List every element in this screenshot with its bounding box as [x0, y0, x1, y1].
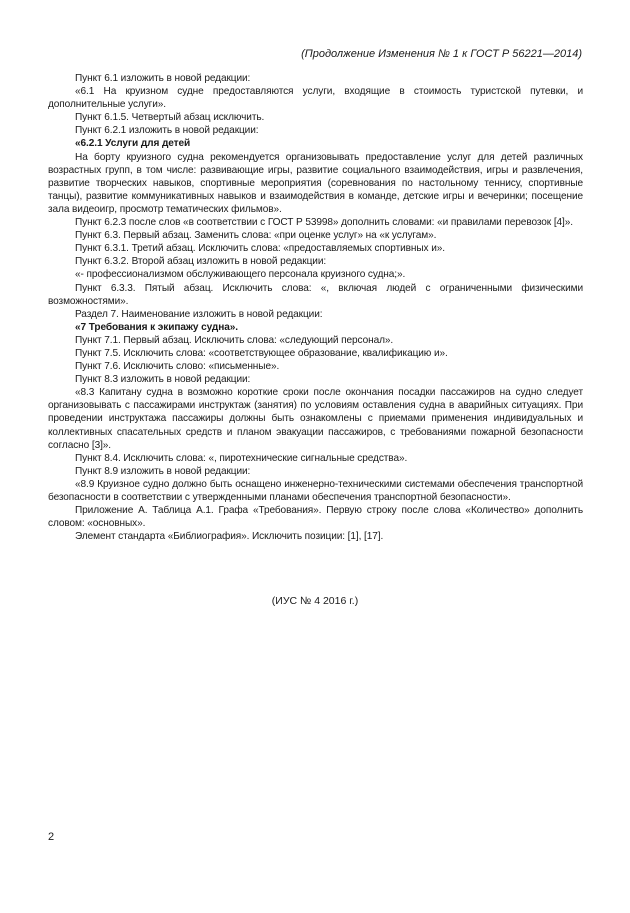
section-heading: «6.2.1 Услуги для детей	[75, 138, 191, 150]
paragraph: «8.9 Круизное судно должно быть оснащено инженерно-техническими системами обеспечения транспортной безопасности в соответствии с утвержденными планами обеспечения транспортной безопасности».	[48, 478, 583, 503]
paragraph: Пункт 6.3.3. Пятый абзац. Исключить слова: «, включая людей с ограниченными физическими возможностями».	[48, 282, 583, 307]
paragraph: Пункт 6.1 изложить в новой редакции:	[75, 73, 251, 84]
paragraph: Приложение А. Таблица А.1. Графа «Требования». Первую строку после слова «Количество» дополнить словом: «основных».	[48, 505, 583, 530]
paragraph: Пункт 8.9 изложить в новой редакции:	[75, 465, 251, 477]
amendment-text	[48, 72, 583, 543]
paragraph: Пункт 6.2.3 после слов «в соответствии с ГОСТ Р 53998» дополнить словами: «и правилами перевозок [4]».	[75, 217, 573, 229]
paragraph: Пункт 6.2.1 изложить в новой редакции:	[75, 125, 259, 137]
paragraph: Пункт 8.3 изложить в новой редакции:	[75, 374, 251, 386]
running-header: (Продолжение Изменения № 1 к ГОСТ Р 56221—2014)	[301, 48, 582, 60]
page-number: 2	[48, 831, 55, 843]
source-note: (ИУС № 4 2016 г.)	[271, 595, 359, 607]
paragraph: Пункт 6.3.1. Третий абзац. Исключить слова: «предоставляемых спортивных и».	[75, 243, 445, 255]
paragraph: Элемент стандарта «Библиография». Исключить позиции: [1], [17].	[75, 531, 384, 543]
paragraph: Раздел 7. Наименование изложить в новой редакции:	[75, 308, 323, 320]
paragraph: На борту круизного судна рекомендуется организовывать предоставление услуг для детей различных возрастных групп, в том числе: развивающие игры, развитие социального взаимодействия, игры и развлечения, развитие творческих навыков, спортивные мероприятия (соревнования по настольному теннису, спортивные танцы), развитие коммуникативных навыков и взаимодействия в команде, детские игры и вечеринки; посещение зала видеоигр, просмотр тематических фильмов».	[48, 151, 583, 215]
paragraph: Пункт 8.4. Исключить слова: «, пиротехнические сигнальные средства».	[75, 452, 408, 464]
paragraph: «6.1 На круизном судне предоставляются услуги, входящие в стоимость туристской путевки, и дополнительные услуги».	[48, 86, 583, 111]
paragraph: Пункт 6.3. Первый абзац. Заменить слова: «при оценке услуг» на «к услугам».	[75, 230, 437, 242]
paragraph: «- профессионализмом обслуживающего персонала круизного судна;».	[75, 269, 406, 281]
paragraph: Пункт 6.1.5. Четвертый абзац исключить.	[75, 112, 265, 124]
paragraph: Пункт 7.5. Исключить слова: «соответствующее образование, квалификацию и».	[75, 347, 448, 359]
paragraph: Пункт 7.1. Первый абзац. Исключить слова: «следующий персонал».	[75, 334, 394, 346]
paragraph: «8.3 Капитану судна в возможно короткие сроки после окончания посадки пассажиров на судно следует организовывать с пассажирами инструктаж (занятия) по условиям оставления судна в аварийных ситуациях. При проведении инструктажа пассажиры должны быть ознакомлены с приемами применения индивидуальных и коллективных спасательных средств и планом эвакуации пассажиров, с требованиями пожарной безопасности согласно [3]».	[48, 387, 583, 451]
paragraph: Пункт 6.3.2. Второй абзац изложить в новой редакции:	[75, 256, 327, 268]
paragraph: Пункт 7.6. Исключить слово: «письменные».	[75, 361, 280, 373]
section-heading: «7 Требования к экипажу судна».	[75, 321, 238, 333]
